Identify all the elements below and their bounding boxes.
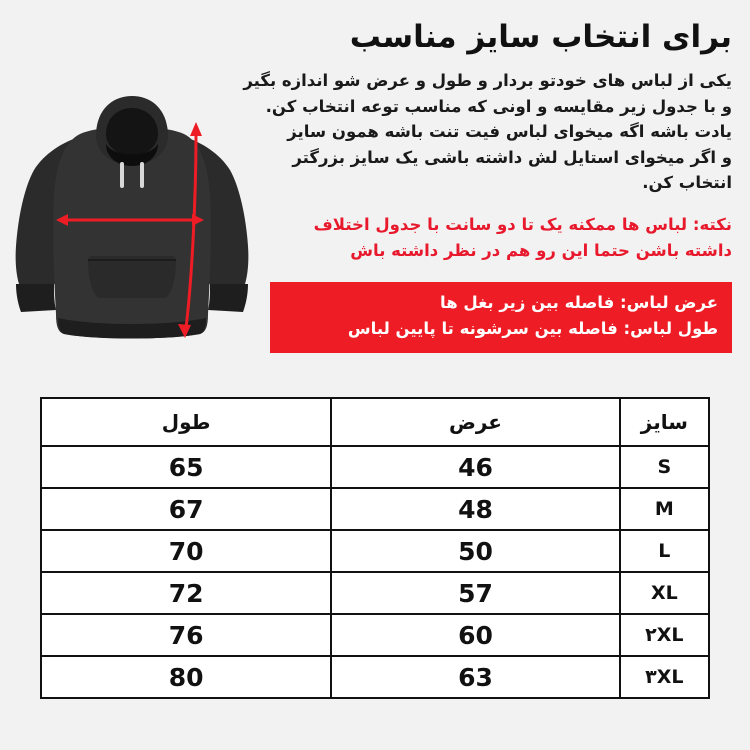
intro-line: و اگر میخوای استایل لش داشته باشی یک سایز بزرگتر [292, 147, 732, 167]
cell-size: M [620, 488, 709, 530]
cell-width: 60 [331, 614, 619, 656]
cell-width: 46 [331, 446, 619, 488]
header-length: طول [41, 398, 331, 446]
cell-size: S [620, 446, 709, 488]
definition-line-width: عرض لباس: فاصله بین زیر بغل ها [440, 293, 718, 312]
intro-line: یکی از لباس های خودتو بردار و طول و عرض شو اندازه بگیر [243, 71, 732, 90]
page-title: برای انتخاب سایز مناسب [349, 19, 732, 55]
size-table-head [41, 398, 709, 446]
cell-length: 67 [41, 488, 331, 530]
cell-width: 57 [331, 572, 619, 614]
cell-size: ۳XL [620, 656, 709, 698]
header-width: عرض [331, 398, 619, 446]
hoodie-illustration [10, 78, 256, 350]
table-header-row [41, 398, 709, 446]
definition-line-length: طول لباس: فاصله بین سرشونه تا پایین لباس [347, 319, 718, 339]
cell-size: L [620, 530, 709, 572]
table-row [41, 656, 709, 698]
cell-width: 50 [331, 530, 619, 572]
note-line: نکته: لباس ها ممکنه یک تا دو سانت با جدول اختلاف [313, 215, 732, 234]
cell-size: ۲XL [620, 614, 709, 656]
measurement-definition-box [270, 282, 732, 353]
cell-length: 70 [41, 530, 331, 572]
cell-size: XL [620, 572, 709, 614]
cell-width: 48 [331, 488, 619, 530]
cell-length: 72 [41, 572, 331, 614]
cell-length: 80 [41, 656, 331, 698]
cell-length: 76 [41, 614, 331, 656]
cell-length: 65 [41, 446, 331, 488]
cell-width: 63 [331, 656, 619, 698]
intro-text-block [216, 68, 732, 196]
table-row [41, 530, 709, 572]
size-table [40, 397, 710, 699]
intro-line: یادت باشه اگه میخوای لباس فیت تنت باشه همون سایز [287, 122, 732, 142]
intro-line: انتخاب کن. [642, 173, 732, 193]
table-row [41, 446, 709, 488]
note-line: داشته باشن حتما این رو هم در نظر داشته باش [350, 240, 732, 260]
header-size: سایز [620, 398, 709, 446]
intro-line: و با جدول زیر مقایسه و اونی که مناسب توعه انتخاب کن. [265, 96, 732, 116]
table-row [41, 488, 709, 530]
note-text-block [216, 212, 732, 263]
table-row [41, 614, 709, 656]
size-table-body [41, 446, 709, 698]
table-row [41, 572, 709, 614]
